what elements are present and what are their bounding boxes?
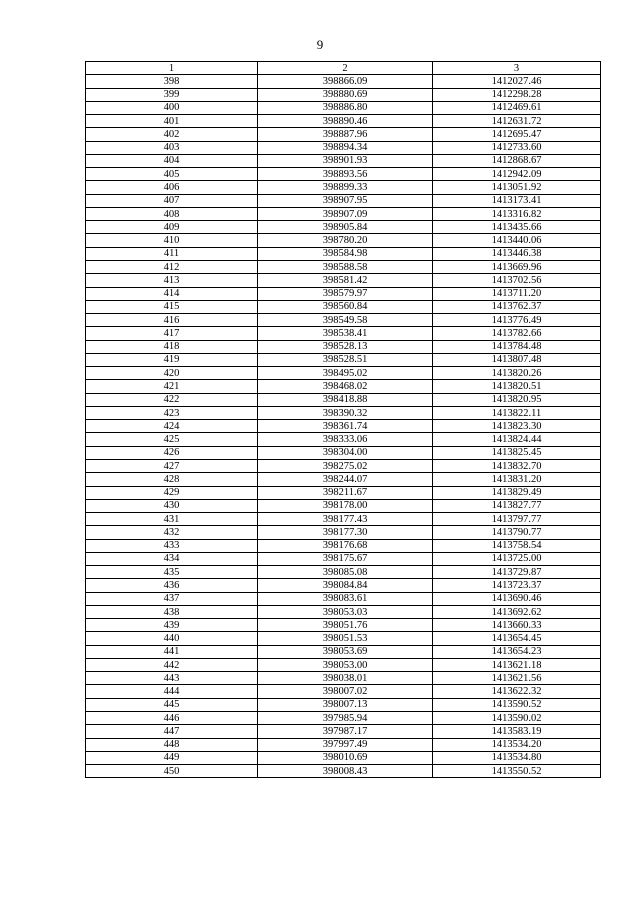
table-row	[86, 101, 601, 114]
x-coordinate-cell: 398275.02	[258, 459, 433, 472]
header-row	[86, 62, 601, 75]
point-number-cell: 440	[86, 632, 258, 645]
point-number-cell: 415	[86, 300, 258, 313]
table-row	[86, 154, 601, 167]
x-coordinate-cell: 398905.84	[258, 221, 433, 234]
point-number-cell: 450	[86, 765, 258, 778]
point-number-cell: 433	[86, 539, 258, 552]
x-coordinate-cell: 398907.95	[258, 194, 433, 207]
x-coordinate-cell: 397987.17	[258, 725, 433, 738]
x-coordinate-cell: 398361.74	[258, 420, 433, 433]
point-number-cell: 448	[86, 738, 258, 751]
point-number-cell: 412	[86, 260, 258, 273]
table-row	[86, 566, 601, 579]
x-coordinate-cell: 398886.80	[258, 101, 433, 114]
x-coordinate-cell: 398177.30	[258, 526, 433, 539]
table-row	[86, 446, 601, 459]
point-number-cell: 444	[86, 685, 258, 698]
point-number-cell: 421	[86, 380, 258, 393]
point-number-cell: 416	[86, 314, 258, 327]
y-coordinate-cell: 1412027.46	[433, 75, 601, 88]
x-coordinate-cell: 398007.02	[258, 685, 433, 698]
table-row	[86, 221, 601, 234]
table-row	[86, 579, 601, 592]
point-number-cell: 420	[86, 367, 258, 380]
point-number-cell: 443	[86, 672, 258, 685]
y-coordinate-cell: 1413669.96	[433, 260, 601, 273]
x-coordinate-cell: 398901.93	[258, 154, 433, 167]
table-row	[86, 552, 601, 565]
x-coordinate-cell: 398893.56	[258, 168, 433, 181]
y-coordinate-cell: 1413622.32	[433, 685, 601, 698]
point-number-cell: 438	[86, 605, 258, 618]
point-number-cell: 428	[86, 473, 258, 486]
point-number-cell: 402	[86, 128, 258, 141]
x-coordinate-cell: 398084.84	[258, 579, 433, 592]
table-row	[86, 128, 601, 141]
point-number-cell: 404	[86, 154, 258, 167]
table-row	[86, 513, 601, 526]
point-number-cell: 424	[86, 420, 258, 433]
point-number-cell: 408	[86, 207, 258, 220]
point-number-cell: 436	[86, 579, 258, 592]
column-header-2: 2	[258, 62, 433, 75]
y-coordinate-cell: 1413446.38	[433, 247, 601, 260]
table-row	[86, 75, 601, 88]
y-coordinate-cell: 1412942.09	[433, 168, 601, 181]
table-row	[86, 274, 601, 287]
y-coordinate-cell: 1413583.19	[433, 725, 601, 738]
table-row	[86, 645, 601, 658]
table-body	[86, 75, 601, 778]
y-coordinate-cell: 1413621.18	[433, 658, 601, 671]
x-coordinate-cell: 398085.08	[258, 566, 433, 579]
point-number-cell: 414	[86, 287, 258, 300]
x-coordinate-cell: 398584.98	[258, 247, 433, 260]
point-number-cell: 431	[86, 513, 258, 526]
x-coordinate-cell: 398051.76	[258, 619, 433, 632]
x-coordinate-cell: 398176.68	[258, 539, 433, 552]
y-coordinate-cell: 1413590.52	[433, 698, 601, 711]
point-number-cell: 439	[86, 619, 258, 632]
point-number-cell: 400	[86, 101, 258, 114]
x-coordinate-cell: 398053.03	[258, 605, 433, 618]
y-coordinate-cell: 1413654.23	[433, 645, 601, 658]
point-number-cell: 411	[86, 247, 258, 260]
y-coordinate-cell: 1413534.20	[433, 738, 601, 751]
y-coordinate-cell: 1413729.87	[433, 566, 601, 579]
y-coordinate-cell: 1413825.45	[433, 446, 601, 459]
point-number-cell: 449	[86, 751, 258, 764]
table-row	[86, 619, 601, 632]
y-coordinate-cell: 1412298.28	[433, 88, 601, 101]
y-coordinate-cell: 1413797.77	[433, 513, 601, 526]
table-row	[86, 115, 601, 128]
x-coordinate-cell: 398177.43	[258, 513, 433, 526]
x-coordinate-cell: 398549.58	[258, 314, 433, 327]
y-coordinate-cell: 1413711.20	[433, 287, 601, 300]
x-coordinate-cell: 398894.34	[258, 141, 433, 154]
y-coordinate-cell: 1413534.80	[433, 751, 601, 764]
y-coordinate-cell: 1413660.33	[433, 619, 601, 632]
point-number-cell: 432	[86, 526, 258, 539]
y-coordinate-cell: 1413621.56	[433, 672, 601, 685]
y-coordinate-cell: 1413831.20	[433, 473, 601, 486]
point-number-cell: 417	[86, 327, 258, 340]
table-row	[86, 168, 601, 181]
point-number-cell: 405	[86, 168, 258, 181]
point-number-cell: 399	[86, 88, 258, 101]
point-number-cell: 446	[86, 712, 258, 725]
point-number-cell: 434	[86, 552, 258, 565]
y-coordinate-cell: 1412469.61	[433, 101, 601, 114]
table-row	[86, 88, 601, 101]
x-coordinate-cell: 398175.67	[258, 552, 433, 565]
page-number: 9	[316, 37, 324, 52]
y-coordinate-cell: 1412868.67	[433, 154, 601, 167]
y-coordinate-cell: 1413316.82	[433, 207, 601, 220]
x-coordinate-cell: 398560.84	[258, 300, 433, 313]
point-number-cell: 441	[86, 645, 258, 658]
point-number-cell: 437	[86, 592, 258, 605]
table-row	[86, 340, 601, 353]
x-coordinate-cell: 398899.33	[258, 181, 433, 194]
x-coordinate-cell: 398468.02	[258, 380, 433, 393]
x-coordinate-cell: 398053.69	[258, 645, 433, 658]
table-row	[86, 499, 601, 512]
point-number-cell: 403	[86, 141, 258, 154]
table-row	[86, 486, 601, 499]
point-number-cell: 407	[86, 194, 258, 207]
table-row	[86, 698, 601, 711]
y-coordinate-cell: 1413790.77	[433, 526, 601, 539]
point-number-cell: 423	[86, 406, 258, 419]
y-coordinate-cell: 1413829.49	[433, 486, 601, 499]
y-coordinate-cell: 1413762.37	[433, 300, 601, 313]
y-coordinate-cell: 1413758.54	[433, 539, 601, 552]
x-coordinate-cell: 398588.58	[258, 260, 433, 273]
table-row	[86, 353, 601, 366]
y-coordinate-cell: 1413822.11	[433, 406, 601, 419]
y-coordinate-cell: 1412733.60	[433, 141, 601, 154]
x-coordinate-cell: 398890.46	[258, 115, 433, 128]
table-row	[86, 420, 601, 433]
y-coordinate-cell: 1413654.45	[433, 632, 601, 645]
x-coordinate-cell: 398211.67	[258, 486, 433, 499]
y-coordinate-cell: 1413820.26	[433, 367, 601, 380]
x-coordinate-cell: 398010.69	[258, 751, 433, 764]
y-coordinate-cell: 1413550.52	[433, 765, 601, 778]
x-coordinate-cell: 398390.32	[258, 406, 433, 419]
x-coordinate-cell: 398007.13	[258, 698, 433, 711]
table-row	[86, 685, 601, 698]
point-number-cell: 410	[86, 234, 258, 247]
table-row	[86, 141, 601, 154]
y-coordinate-cell: 1413807.48	[433, 353, 601, 366]
y-coordinate-cell: 1413827.77	[433, 499, 601, 512]
table-row	[86, 247, 601, 260]
x-coordinate-cell: 398538.41	[258, 327, 433, 340]
x-coordinate-cell: 398528.51	[258, 353, 433, 366]
column-header-3: 3	[433, 62, 601, 75]
table-row	[86, 712, 601, 725]
y-coordinate-cell: 1413820.95	[433, 393, 601, 406]
y-coordinate-cell: 1413725.00	[433, 552, 601, 565]
column-header-1: 1	[86, 62, 258, 75]
x-coordinate-cell: 398304.00	[258, 446, 433, 459]
point-number-cell: 425	[86, 433, 258, 446]
x-coordinate-cell: 398528.13	[258, 340, 433, 353]
table-row	[86, 433, 601, 446]
x-coordinate-cell: 398178.00	[258, 499, 433, 512]
y-coordinate-cell: 1413435.66	[433, 221, 601, 234]
table-header	[86, 62, 601, 75]
point-number-cell: 442	[86, 658, 258, 671]
y-coordinate-cell: 1413782.66	[433, 327, 601, 340]
point-number-cell: 435	[86, 566, 258, 579]
table-row	[86, 658, 601, 671]
table-row	[86, 725, 601, 738]
coordinates-table	[85, 61, 601, 778]
y-coordinate-cell: 1413690.46	[433, 592, 601, 605]
y-coordinate-cell: 1413173.41	[433, 194, 601, 207]
table-row	[86, 260, 601, 273]
y-coordinate-cell: 1413820.51	[433, 380, 601, 393]
point-number-cell: 429	[86, 486, 258, 499]
table-row	[86, 287, 601, 300]
x-coordinate-cell: 398051.53	[258, 632, 433, 645]
table-row	[86, 672, 601, 685]
y-coordinate-cell: 1413702.56	[433, 274, 601, 287]
table-row	[86, 327, 601, 340]
y-coordinate-cell: 1412631.72	[433, 115, 601, 128]
table-row	[86, 751, 601, 764]
y-coordinate-cell: 1413692.62	[433, 605, 601, 618]
x-coordinate-cell: 398418.88	[258, 393, 433, 406]
x-coordinate-cell: 398244.07	[258, 473, 433, 486]
x-coordinate-cell: 398866.09	[258, 75, 433, 88]
table-row	[86, 380, 601, 393]
point-number-cell: 422	[86, 393, 258, 406]
y-coordinate-cell: 1413051.92	[433, 181, 601, 194]
x-coordinate-cell: 398887.96	[258, 128, 433, 141]
x-coordinate-cell: 398780.20	[258, 234, 433, 247]
x-coordinate-cell: 398038.01	[258, 672, 433, 685]
x-coordinate-cell: 398053.00	[258, 658, 433, 671]
table-row	[86, 738, 601, 751]
point-number-cell: 406	[86, 181, 258, 194]
table-row	[86, 526, 601, 539]
point-number-cell: 426	[86, 446, 258, 459]
point-number-cell: 413	[86, 274, 258, 287]
table-row	[86, 181, 601, 194]
x-coordinate-cell: 398581.42	[258, 274, 433, 287]
x-coordinate-cell: 398880.69	[258, 88, 433, 101]
table-row	[86, 765, 601, 778]
table-row	[86, 234, 601, 247]
point-number-cell: 430	[86, 499, 258, 512]
x-coordinate-cell: 397997.49	[258, 738, 433, 751]
point-number-cell: 427	[86, 459, 258, 472]
point-number-cell: 398	[86, 75, 258, 88]
y-coordinate-cell: 1412695.47	[433, 128, 601, 141]
table-row	[86, 592, 601, 605]
table-row	[86, 207, 601, 220]
table-row	[86, 393, 601, 406]
table-row	[86, 314, 601, 327]
point-number-cell: 447	[86, 725, 258, 738]
x-coordinate-cell: 398579.97	[258, 287, 433, 300]
y-coordinate-cell: 1413824.44	[433, 433, 601, 446]
table-row	[86, 605, 601, 618]
y-coordinate-cell: 1413590.02	[433, 712, 601, 725]
table-row	[86, 539, 601, 552]
x-coordinate-cell: 398907.09	[258, 207, 433, 220]
y-coordinate-cell: 1413784.48	[433, 340, 601, 353]
table-row	[86, 194, 601, 207]
table-row	[86, 406, 601, 419]
x-coordinate-cell: 398083.61	[258, 592, 433, 605]
y-coordinate-cell: 1413440.06	[433, 234, 601, 247]
y-coordinate-cell: 1413723.37	[433, 579, 601, 592]
x-coordinate-cell: 398495.02	[258, 367, 433, 380]
y-coordinate-cell: 1413832.70	[433, 459, 601, 472]
table-row	[86, 300, 601, 313]
y-coordinate-cell: 1413823.30	[433, 420, 601, 433]
y-coordinate-cell: 1413776.49	[433, 314, 601, 327]
table-row	[86, 459, 601, 472]
point-number-cell: 401	[86, 115, 258, 128]
point-number-cell: 409	[86, 221, 258, 234]
table-row	[86, 473, 601, 486]
x-coordinate-cell: 397985.94	[258, 712, 433, 725]
table-row	[86, 367, 601, 380]
point-number-cell: 419	[86, 353, 258, 366]
point-number-cell: 445	[86, 698, 258, 711]
table-row	[86, 632, 601, 645]
point-number-cell: 418	[86, 340, 258, 353]
x-coordinate-cell: 398008.43	[258, 765, 433, 778]
x-coordinate-cell: 398333.06	[258, 433, 433, 446]
